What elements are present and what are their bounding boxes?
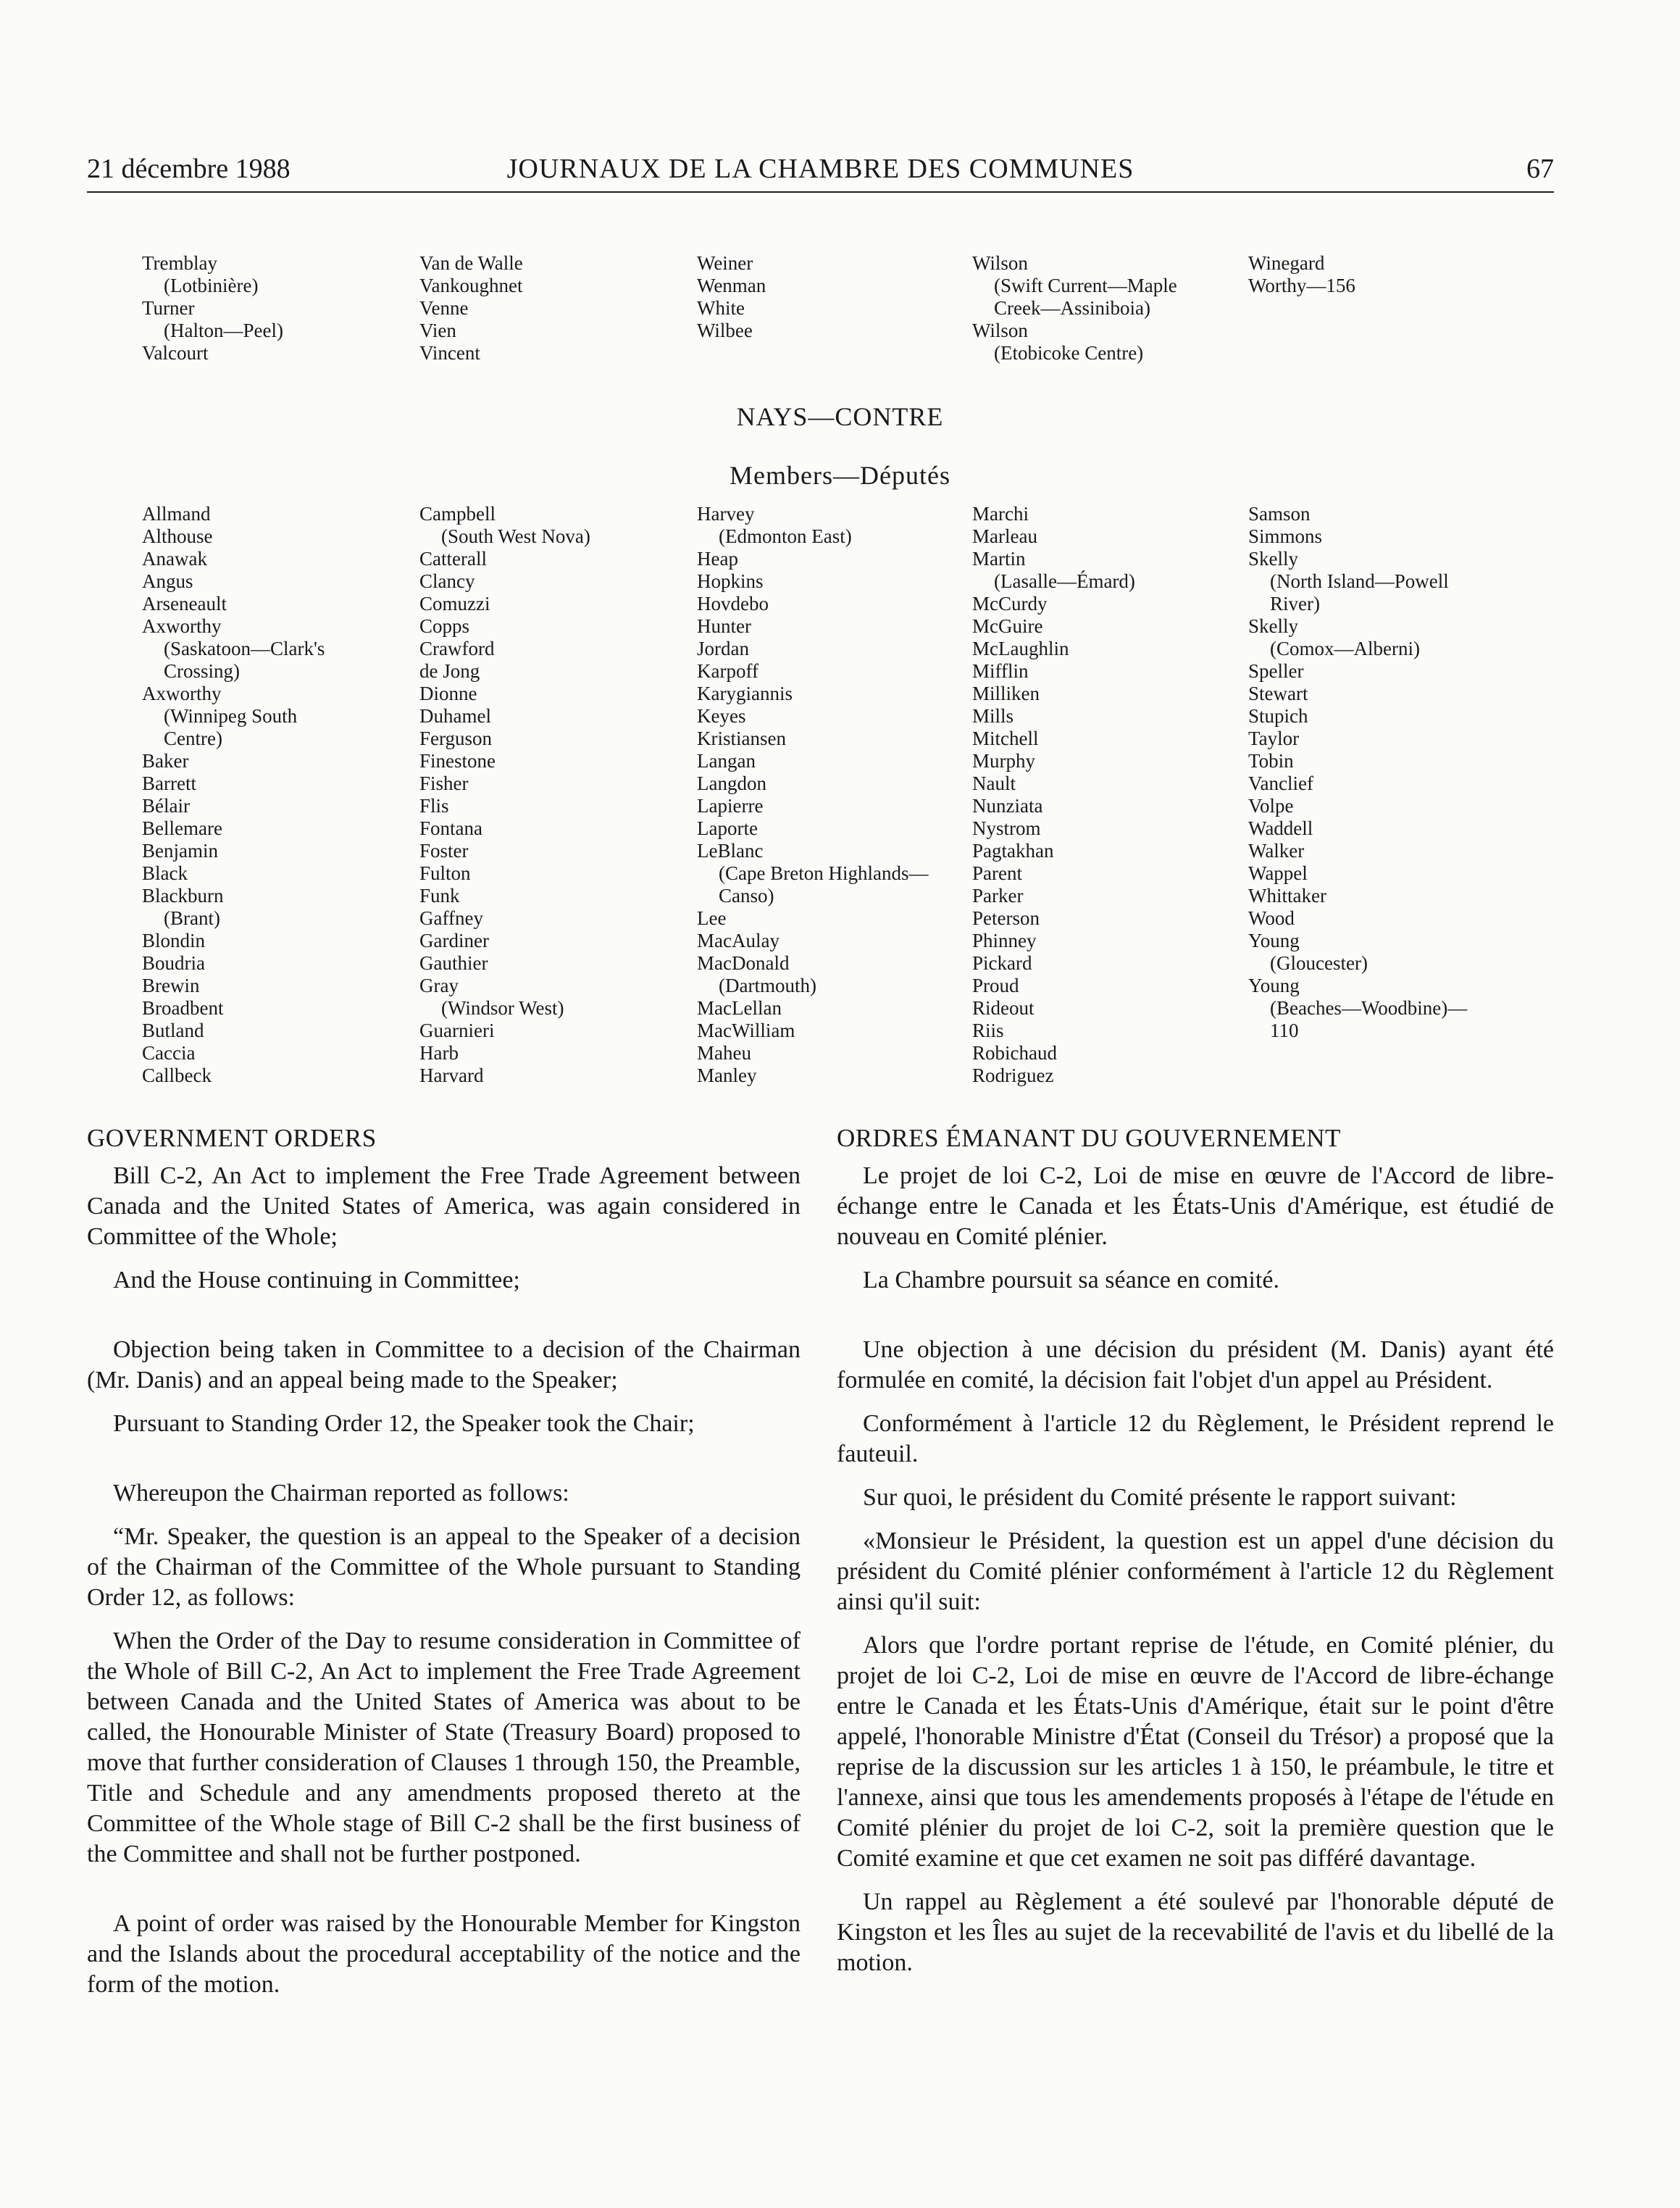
nays-member-entry: (Saskatoon—Clark's (164, 638, 325, 659)
nays-member-entry: Fulton (419, 862, 471, 884)
french-paragraph: Une objection à une décision du président (M. Danis) ayant été formulée en comité, la décision fait l'objet d'un appel au Président. (837, 1336, 1554, 1393)
yeas-member-entry: (Swift Current—Maple (994, 275, 1177, 296)
nays-member-entry: Foster (419, 840, 469, 862)
yeas-member-entry: Winegard (1248, 252, 1325, 274)
nays-member-entry: Langan (697, 750, 756, 772)
french-paragraphs (837, 1161, 1554, 1978)
nays-member-entry: (Edmonton East) (719, 525, 852, 547)
yeas-member-entry: Wenman (697, 275, 766, 296)
english-paragraph: And the House continuing in Committee; (113, 1267, 520, 1293)
nays-member-entry: Ferguson (419, 728, 493, 749)
nays-member-entry: Marchi (972, 503, 1029, 525)
nays-member-entry: Fontana (419, 817, 482, 839)
nays-member-entry: Benjamin (142, 840, 218, 862)
french-paragraph: Le projet de loi C-2, Loi de mise en œuvre de l'Accord de libre-échange entre le Canada et les États-Unis d'Amérique, est étudié de nouveau en Comité plénier. (837, 1162, 1554, 1250)
nays-member-entry: Jordan (697, 638, 749, 659)
nays-member-entry: Milliken (972, 683, 1040, 704)
nays-member-entry: Phinney (972, 930, 1037, 951)
nays-member-entry: Blackburn (142, 885, 224, 907)
nays-member-entry: Mitchell (972, 728, 1039, 749)
french-paragraph: Un rappel au Règlement a été soulevé par l'honorable député de Kingston et les Îles au sujet de la recevabilité de l'avis et du libellé de la motion. (837, 1888, 1554, 1976)
nays-member-entry: Funk (419, 885, 460, 907)
yeas-member-entry: Worthy—156 (1248, 275, 1355, 296)
nays-member-entry: Comuzzi (419, 593, 490, 615)
nays-member-entry: Wappel (1248, 862, 1308, 884)
nays-member-entry: Axworthy (142, 615, 222, 637)
nays-member-entry: (Windsor West) (441, 997, 564, 1019)
french-paragraph: Conformément à l'article 12 du Règlement, le Président reprend le fauteuil. (837, 1410, 1554, 1467)
nays-member-entry: Canso) (719, 885, 774, 907)
yeas-column-4 (972, 252, 1177, 364)
nays-member-entry: Nault (972, 772, 1016, 794)
nays-member-entry: Axworthy (142, 683, 222, 704)
nays-member-entry: Simmons (1248, 525, 1323, 547)
yeas-column-2 (419, 252, 523, 364)
nays-member-entry: Crawford (419, 638, 495, 659)
nays-member-entry: Samson (1248, 503, 1311, 525)
nays-member-entry: Young (1248, 975, 1300, 996)
nays-column-2 (419, 503, 590, 1087)
yeas-member-entry: (Etobicoke Centre) (994, 342, 1144, 364)
header-date: 21 décembre 1988 (87, 154, 291, 184)
nays-member-entry: Laporte (697, 817, 758, 839)
nays-member-entry: Skelly (1248, 615, 1299, 637)
nays-member-entry: Centre) (164, 728, 222, 749)
nays-member-entry: 110 (1270, 1020, 1299, 1041)
nays-member-entry: Robichaud (972, 1042, 1057, 1064)
nays-member-entry: Pickard (972, 952, 1032, 974)
french-paragraph: «Monsieur le Président, la question est un appel d'une décision du président du Comité plénier conformément à l'article 12 du Règlement ainsi qu'il suit: (837, 1528, 1554, 1615)
nays-member-entry: Karygiannis (697, 683, 793, 704)
nays-member-entry: (Brant) (164, 907, 220, 929)
french-paragraph: Sur quoi, le président du Comité présente le rapport suivant: (863, 1484, 1457, 1511)
yeas-member-entry: Turner (142, 297, 195, 319)
nays-member-entry: (Beaches—Woodbine)— (1270, 997, 1468, 1019)
nays-member-entry: McGuire (972, 615, 1043, 637)
nays-member-entry: Nunziata (972, 795, 1043, 817)
nays-title: NAYS—CONTRE (736, 402, 944, 431)
yeas-member-entry: (Lotbinière) (164, 275, 259, 296)
english-column (87, 1123, 801, 2000)
nays-member-entry: Peterson (972, 907, 1040, 929)
nays-member-entry: Copps (419, 615, 470, 637)
yeas-column-3 (697, 252, 766, 342)
nays-member-entry: Skelly (1248, 548, 1299, 570)
nays-member-entry: Whittaker (1248, 885, 1326, 907)
nays-member-entry: Langdon (697, 772, 766, 794)
nays-member-entry: MacLellan (697, 997, 782, 1019)
header-title: JOURNAUX DE LA CHAMBRE DES COMMUNES (506, 154, 1134, 184)
nays-member-entry: Allmand (142, 503, 211, 525)
nays-member-entry: Anawak (142, 548, 207, 570)
nays-member-entry: Rideout (972, 997, 1035, 1019)
nays-member-entry: (Cape Breton Highlands— (719, 862, 929, 884)
nays-member-entry: Waddell (1248, 817, 1313, 839)
french-paragraph: Alors que l'ordre portant reprise de l'étude, en Comité plénier, du projet de loi C-2, Loi de mise en œuvre de l'Accord de libre-échange entre le Canada et les États-Unis d'Amérique, était sur le point d'être appelé, l'honorable Ministre d'État (Conseil du Trésor) a proposé que la reprise de la discussion sur les articles 1 à 150, le préambule, le titre et l'annexe, ainsi que tous les amendements proposés à l'étape de l'étude en Comité plénier du projet de loi C-2, soit la première question que le Comité examine et que cet examen ne soit pas différé davantage. (837, 1632, 1554, 1872)
nays-member-entry: Maheu (697, 1042, 751, 1064)
nays-member-entry: Walker (1248, 840, 1305, 862)
nays-member-entry: Stupich (1248, 705, 1308, 727)
nays-member-entry: Baker (142, 750, 189, 772)
nays-member-entry: Brewin (142, 975, 200, 996)
yeas-member-entry: Wilson (972, 252, 1028, 274)
nays-member-entry: Blondin (142, 930, 206, 951)
nays-member-entry: (Winnipeg South (164, 705, 298, 727)
yeas-member-entry: Wilson (972, 320, 1028, 341)
nays-member-entry: de Jong (419, 660, 480, 682)
yeas-member-entry: Vincent (419, 342, 480, 364)
nays-member-entry: Manley (697, 1065, 757, 1086)
page-number: 67 (1526, 154, 1554, 184)
nays-member-entry: Marleau (972, 525, 1037, 547)
nays-member-entry: (North Island—Powell (1270, 570, 1449, 592)
nays-member-entry: Wood (1248, 907, 1295, 929)
nays-member-entry: Tobin (1248, 750, 1294, 772)
nays-column-5 (1248, 503, 1467, 1042)
nays-member-entry: Proud (972, 975, 1019, 996)
yeas-column-1 (142, 252, 283, 364)
nays-member-entry: Rodriguez (972, 1065, 1054, 1086)
nays-member-entry: Volpe (1248, 795, 1294, 817)
yeas-member-entry: Valcourt (142, 342, 209, 364)
nays-member-entry: Dionne (419, 683, 477, 704)
yeas-member-entry: Creek—Assiniboia) (994, 297, 1150, 319)
nays-member-entry: Gauthier (419, 952, 488, 974)
english-paragraph: Pursuant to Standing Order 12, the Speaker took the Chair; (113, 1410, 695, 1437)
nays-member-entry: River) (1270, 593, 1320, 615)
yeas-member-entry: Weiner (697, 252, 753, 274)
page-header (87, 151, 1554, 193)
french-paragraph: La Chambre poursuit sa séance en comité. (863, 1267, 1279, 1293)
english-paragraphs (87, 1161, 801, 2000)
nays-member-entry: Stewart (1248, 683, 1308, 704)
nays-member-entry: Caccia (142, 1042, 196, 1064)
nays-member-entry: (South West Nova) (441, 525, 590, 547)
nays-member-entry: Vanclief (1248, 772, 1313, 794)
nays-member-entry: Nystrom (972, 817, 1041, 839)
nays-member-entry: LeBlanc (697, 840, 764, 862)
english-paragraph: Bill C-2, An Act to implement the Free Trade Agreement between Canada and the United States of America, was again considered in Committee of the Whole; (87, 1162, 801, 1250)
nays-member-entry: Gaffney (419, 907, 483, 929)
yeas-member-entry: Vien (419, 320, 456, 341)
nays-member-entry: Campbell (419, 503, 496, 525)
nays-member-entry: Finestone (419, 750, 496, 772)
nays-member-entry: (Dartmouth) (719, 975, 816, 996)
nays-member-entry: Kristiansen (697, 728, 786, 749)
nays-member-entry: Harvard (419, 1065, 484, 1086)
english-paragraph: Whereupon the Chairman reported as follows: (113, 1480, 569, 1507)
nays-member-entry: Hovdebo (697, 593, 769, 615)
nays-member-entry: Bélair (142, 795, 190, 817)
yeas-column-5 (1248, 252, 1355, 297)
yeas-member-entry: Venne (419, 297, 469, 319)
nays-member-entry: Heap (697, 548, 738, 570)
nays-member-entry: Black (142, 862, 188, 884)
french-column (837, 1123, 1554, 1978)
nays-member-entry: Martin (972, 548, 1026, 570)
nays-member-entry: MacWilliam (697, 1020, 795, 1041)
yeas-member-entry: White (697, 297, 745, 319)
nays-column-4 (972, 503, 1135, 1087)
nays-member-entry: Karpoff (697, 660, 758, 682)
english-paragraph: When the Order of the Day to resume consideration in Committee of the Whole of Bill C-2, An Act to implement the Free Trade Agreement between Canada and the United States of America was about to be called, the Honourable Minister of State (Treasury Board) proposed to move that further consideration of Clauses 1 through 150, the Preamble, Title and Schedule and any amendments proposed thereto at the Committee of the Whole stage of Bill C-2 shall be the first business of the Committee and shall not be further postponed. (87, 1628, 801, 1867)
nays-member-entry: McCurdy (972, 593, 1048, 615)
nays-member-entry: Hunter (697, 615, 751, 637)
nays-member-entry: Duhamel (419, 705, 491, 727)
nays-member-entry: Callbeck (142, 1065, 212, 1086)
nays-member-entry: Keyes (697, 705, 746, 727)
nays-member-entry: Taylor (1248, 728, 1300, 749)
english-heading: GOVERNMENT ORDERS (87, 1124, 377, 1152)
nays-column-1 (142, 503, 325, 1087)
nays-member-entry: Bellemare (142, 817, 222, 839)
nays-member-entry: Crossing) (164, 660, 241, 682)
nays-member-entry: Gardiner (419, 930, 489, 951)
nays-member-entry: Harb (419, 1042, 459, 1064)
nays-member-entry: MacDonald (697, 952, 790, 974)
nays-subtitle: Members—Députés (730, 461, 950, 490)
nays-column-3 (697, 503, 928, 1087)
nays-member-entry: Butland (142, 1020, 204, 1041)
nays-member-entry: (Comox—Alberni) (1270, 638, 1420, 659)
nays-member-entry: Young (1248, 930, 1300, 951)
nays-member-entry: Gray (419, 975, 459, 996)
yeas-member-entry: (Halton—Peel) (164, 320, 283, 341)
nays-member-entry: Harvey (697, 503, 755, 525)
nays-member-entry: Barrett (142, 772, 196, 794)
yeas-member-entry: Vankoughnet (419, 275, 523, 296)
english-paragraph: A point of order was raised by the Honourable Member for Kingston and the Islands about the procedural acceptability of the notice and the form of the motion. (87, 1910, 801, 1998)
nays-member-entry: Boudria (142, 952, 205, 974)
nays-member-entry: Parent (972, 862, 1022, 884)
nays-member-entry: Mills (972, 705, 1014, 727)
yeas-member-entry: Van de Walle (419, 252, 523, 274)
nays-member-entry: Fisher (419, 772, 469, 794)
nays-member-entry: Parker (972, 885, 1024, 907)
nays-member-entry: Clancy (419, 570, 475, 592)
nays-member-entry: Lee (697, 907, 727, 929)
nays-member-entry: (Gloucester) (1270, 952, 1368, 974)
nays-member-entry: McLaughlin (972, 638, 1069, 659)
english-paragraph: Objection being taken in Committee to a decision of the Chairman (Mr. Danis) and an appeal being made to the Speaker; (87, 1336, 801, 1393)
nays-member-entry: Angus (142, 570, 193, 592)
nays-member-entry: Althouse (142, 525, 213, 547)
nays-member-entry: Catterall (419, 548, 487, 570)
nays-member-entry: Lapierre (697, 795, 764, 817)
nays-member-entry: Arseneault (142, 593, 227, 615)
nays-member-entry: Guarnieri (419, 1020, 495, 1041)
yeas-member-entry: Wilbee (697, 320, 753, 341)
nays-member-entry: Murphy (972, 750, 1035, 772)
nays-member-entry: MacAulay (697, 930, 780, 951)
french-heading: ORDRES ÉMANANT DU GOUVERNEMENT (837, 1124, 1341, 1152)
nays-member-entry: Riis (972, 1020, 1004, 1041)
nays-member-entry: Speller (1248, 660, 1304, 682)
nays-member-entry: Flis (419, 795, 449, 817)
nays-member-entry: Hopkins (697, 570, 764, 592)
nays-member-entry: Pagtakhan (972, 840, 1054, 862)
nays-member-entry: (Lasalle—Émard) (994, 570, 1135, 592)
nays-member-entry: Broadbent (142, 997, 224, 1019)
english-paragraph: “Mr. Speaker, the question is an appeal to the Speaker of a decision of the Chairman of the Committee of the Whole pursuant to Standing Order 12, as follows: (87, 1523, 801, 1611)
nays-member-entry: Mifflin (972, 660, 1029, 682)
yeas-member-entry: Tremblay (142, 252, 218, 274)
